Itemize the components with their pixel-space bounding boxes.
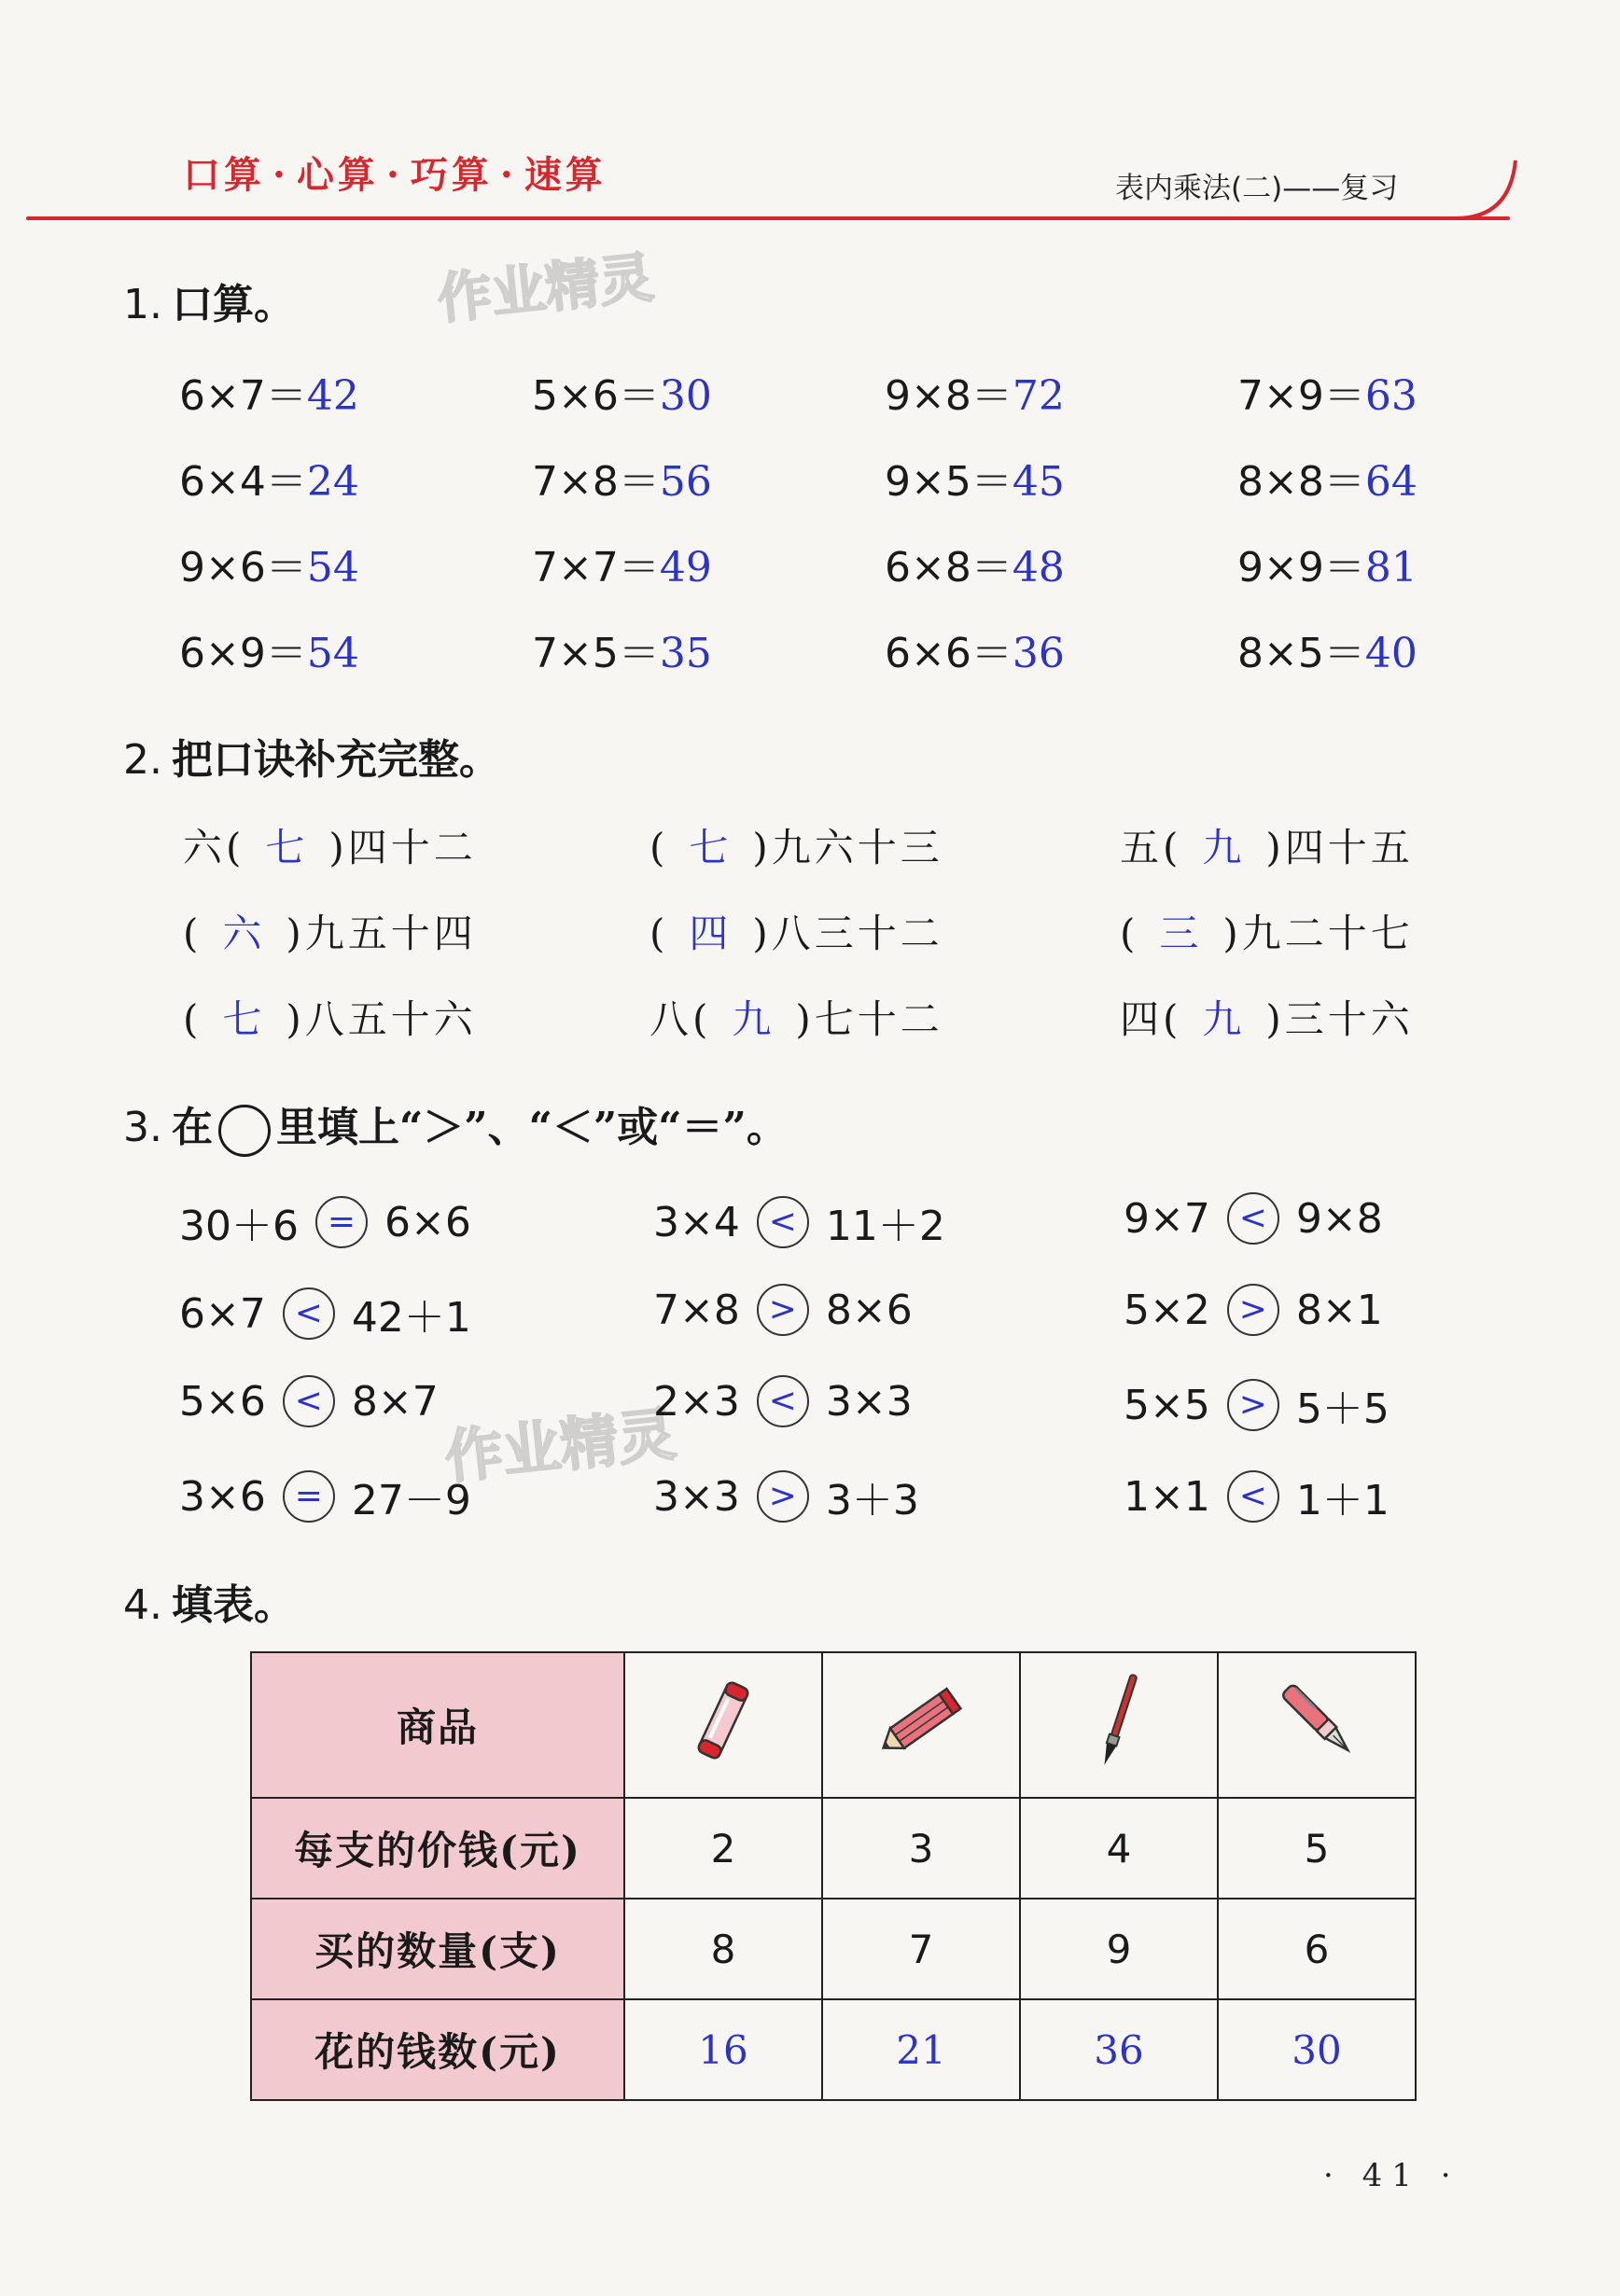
compare-left: 3×4 — [653, 1198, 740, 1246]
page-dot: · — [1323, 2157, 1343, 2194]
item-cell — [624, 1652, 822, 1798]
calc-answer: 54 — [306, 544, 359, 591]
item-cell — [1218, 1652, 1416, 1798]
calc-question: 6×6＝ — [885, 630, 1012, 677]
rhyme-post: )八三十二 — [752, 911, 943, 956]
rhyme-pre: ( — [1120, 911, 1139, 956]
rhyme-post: )九六十三 — [752, 825, 943, 870]
blank-circle-icon — [218, 1105, 271, 1157]
item-cell — [1020, 1652, 1218, 1798]
compare-answer: > — [757, 1470, 809, 1523]
table-cell: 4 — [1020, 1798, 1218, 1899]
compare-item — [1124, 1467, 1390, 1526]
calc-question: 6×9＝ — [179, 630, 307, 677]
compare-item — [653, 1467, 919, 1526]
compare-left: 3×3 — [653, 1472, 740, 1521]
rhyme-item — [649, 903, 943, 959]
compare-right: 5＋5 — [1295, 1385, 1390, 1433]
compare-right: 8×7 — [351, 1377, 439, 1426]
table-row — [251, 1798, 1416, 1899]
watermark: 作业精灵 — [441, 1399, 679, 1492]
page-number — [1323, 2157, 1460, 2194]
calc-answer: 45 — [1012, 458, 1065, 506]
compare-left: 5×5 — [1124, 1381, 1210, 1429]
rhyme-post: )八五十六 — [286, 996, 477, 1042]
header-title-separator: · — [499, 153, 517, 197]
compare-item — [179, 1192, 471, 1252]
rhyme-answer: 九 — [732, 996, 775, 1042]
compare-answer: < — [757, 1196, 809, 1248]
section-title-pre: 在 — [171, 1104, 213, 1151]
rhyme-item — [649, 989, 943, 1045]
calc-answer: 72 — [1012, 372, 1065, 420]
rhyme-pre: ( — [649, 911, 669, 956]
section-3-title — [123, 1093, 788, 1157]
calc-item — [179, 448, 359, 508]
section-1-title — [123, 271, 295, 330]
compare-left: 9×7 — [1124, 1194, 1210, 1243]
rhyme-post: )九五十四 — [286, 911, 477, 956]
calc-answer: 40 — [1364, 630, 1418, 677]
answer-cell: 21 — [822, 1999, 1020, 2100]
compare-answer: < — [283, 1375, 335, 1427]
calc-question: 5×6＝ — [532, 372, 660, 420]
calc-item — [179, 534, 359, 593]
calc-item — [885, 362, 1065, 422]
calc-item — [532, 448, 712, 508]
rhyme-item — [1120, 989, 1414, 1045]
compare-right: 8×1 — [1295, 1286, 1383, 1334]
rhyme-item — [1120, 903, 1414, 959]
rhyme-answer: 九 — [1202, 825, 1246, 870]
rhyme-item — [1120, 817, 1414, 873]
chapter-title: 表内乘法(二)——复习 — [1115, 172, 1399, 205]
compare-left: 30＋6 — [179, 1203, 299, 1250]
table-row — [251, 1999, 1416, 2100]
rhyme-post: )三十六 — [1265, 996, 1414, 1042]
calc-question: 7×8＝ — [532, 458, 660, 506]
calc-item — [1237, 619, 1418, 679]
calc-question: 8×8＝ — [1237, 458, 1365, 506]
row-label: 每支的价钱(元) — [251, 1798, 624, 1899]
calc-answer: 49 — [659, 544, 712, 591]
calc-item — [532, 619, 712, 679]
compare-right: 3×3 — [825, 1377, 913, 1426]
table-cell: 3 — [822, 1798, 1020, 1899]
compare-item — [653, 1192, 945, 1252]
header-title — [183, 146, 607, 199]
compare-answer: = — [283, 1470, 335, 1523]
rhyme-pre: ( — [649, 825, 669, 870]
calc-item — [885, 448, 1065, 508]
rhyme-answer: 七 — [222, 996, 266, 1042]
compare-answer: < — [1227, 1470, 1279, 1523]
header-rule-curve — [1456, 157, 1521, 222]
section-title-text: 填表。 — [171, 1581, 295, 1629]
calc-question: 9×8＝ — [885, 372, 1012, 420]
calc-item — [179, 619, 359, 679]
rhyme-answer: 四 — [689, 911, 733, 956]
page-dot: · — [1440, 2157, 1460, 2194]
calc-answer: 24 — [306, 458, 359, 506]
crayon-icon — [681, 1669, 765, 1772]
compare-answer: = — [315, 1196, 368, 1248]
header-title-part: 口算 — [183, 153, 265, 197]
calc-question: 8×5＝ — [1237, 630, 1365, 677]
table-cell: 8 — [624, 1899, 822, 1999]
calc-question: 7×9＝ — [1237, 372, 1365, 420]
compare-left: 6×7 — [179, 1289, 266, 1338]
rhyme-pre: ( — [183, 911, 202, 956]
rhyme-answer: 七 — [265, 825, 309, 870]
rhyme-pre: 五( — [1120, 825, 1182, 870]
table-header-cell: 商品 — [251, 1652, 624, 1798]
section-title-post: 里填上“＞”、“＜”或“＝”。 — [275, 1104, 788, 1151]
rhyme-post: )九二十七 — [1222, 911, 1414, 956]
compare-left: 5×6 — [179, 1377, 266, 1426]
page-number-value: 41 — [1362, 2157, 1421, 2194]
header-title-part: 速算 — [524, 153, 607, 197]
calc-answer: 81 — [1364, 544, 1418, 591]
rhyme-pre: 四( — [1120, 996, 1182, 1042]
answer-cell: 30 — [1218, 1999, 1416, 2100]
item-cell — [822, 1652, 1020, 1798]
compare-answer: > — [1227, 1379, 1279, 1431]
brush-icon — [1091, 1669, 1147, 1772]
header-rule — [26, 216, 1510, 220]
price-table — [250, 1651, 1417, 2101]
calc-item — [1237, 448, 1418, 508]
calc-answer: 54 — [306, 630, 359, 677]
compare-answer: < — [1227, 1192, 1279, 1245]
calc-question: 9×6＝ — [179, 544, 307, 591]
calc-item — [1237, 362, 1418, 422]
compare-left: 1×1 — [1124, 1472, 1210, 1521]
compare-item — [179, 1375, 439, 1427]
compare-left: 7×8 — [653, 1286, 740, 1334]
compare-right: 3＋3 — [825, 1477, 919, 1524]
table-cell: 9 — [1020, 1899, 1218, 1999]
table-row — [251, 1652, 1416, 1798]
compare-answer: > — [1227, 1284, 1279, 1336]
compare-item — [653, 1284, 913, 1336]
row-label: 花的钱数(元) — [251, 1999, 624, 2100]
compare-item — [1124, 1284, 1383, 1336]
calc-question: 6×8＝ — [885, 544, 1012, 591]
rhyme-answer: 六 — [222, 911, 266, 956]
compare-item — [179, 1284, 471, 1343]
section-title-text: 口算。 — [171, 281, 295, 328]
compare-right: 27－9 — [351, 1477, 471, 1524]
section-4-title — [123, 1571, 295, 1631]
compare-item — [653, 1375, 913, 1427]
table-cell: 6 — [1218, 1899, 1416, 1999]
answer-cell: 16 — [624, 1999, 822, 2100]
compare-right: 6×6 — [384, 1198, 471, 1246]
calc-question: 7×5＝ — [532, 630, 660, 677]
header-title-separator: · — [385, 153, 403, 197]
compare-left: 5×2 — [1124, 1286, 1210, 1334]
calc-answer: 64 — [1364, 458, 1418, 506]
section-number: 2. — [123, 736, 162, 784]
section-2-title — [123, 726, 500, 786]
rhyme-item — [183, 989, 477, 1045]
calc-answer: 56 — [659, 458, 712, 506]
calc-answer: 63 — [1364, 372, 1418, 420]
fountain-pen-icon — [1270, 1674, 1363, 1767]
compare-right: 8×6 — [825, 1286, 913, 1334]
calc-question: 6×4＝ — [179, 458, 307, 506]
calc-answer: 42 — [306, 372, 359, 420]
calc-question: 6×7＝ — [179, 372, 307, 420]
calc-answer: 36 — [1012, 630, 1065, 677]
compare-left: 3×6 — [179, 1472, 266, 1521]
calc-answer: 48 — [1012, 544, 1065, 591]
row-label: 买的数量(支) — [251, 1899, 624, 1999]
table-cell: 5 — [1218, 1798, 1416, 1899]
calc-item — [532, 362, 712, 422]
header-title-part: 心算 — [296, 153, 379, 197]
compare-right: 42＋1 — [351, 1294, 471, 1342]
rhyme-answer: 九 — [1202, 996, 1246, 1042]
rhyme-answer: 七 — [689, 825, 733, 870]
rhyme-pre: 八( — [649, 996, 712, 1042]
compare-item — [1124, 1375, 1390, 1435]
compare-answer: < — [283, 1287, 335, 1340]
compare-answer: > — [757, 1284, 809, 1336]
compare-item — [179, 1467, 471, 1526]
rhyme-pre: 六( — [183, 825, 245, 870]
table-row — [251, 1899, 1416, 1999]
calc-item — [885, 534, 1065, 593]
rhyme-item — [183, 817, 477, 873]
eraser-pencil-icon — [874, 1674, 968, 1767]
compare-right: 9×8 — [1295, 1194, 1383, 1243]
section-number: 1. — [123, 281, 162, 328]
compare-answer: < — [757, 1375, 809, 1427]
calc-question: 9×9＝ — [1237, 544, 1365, 591]
calc-answer: 35 — [659, 630, 712, 677]
calc-question: 9×5＝ — [885, 458, 1012, 506]
compare-right: 1＋1 — [1295, 1477, 1390, 1524]
table-cell: 2 — [624, 1798, 822, 1899]
header-title-separator: · — [272, 153, 289, 197]
compare-item — [1124, 1192, 1383, 1245]
rhyme-post: )四十二 — [328, 825, 477, 870]
calc-item — [179, 362, 359, 422]
table-cell: 7 — [822, 1899, 1020, 1999]
calc-answer: 30 — [659, 372, 712, 420]
section-title-text: 把口诀补充完整。 — [171, 736, 500, 784]
section-number: 3. — [123, 1104, 162, 1151]
rhyme-item — [649, 817, 943, 873]
header-title-part: 巧算 — [410, 153, 493, 197]
section-number: 4. — [123, 1581, 162, 1629]
calc-question: 7×7＝ — [532, 544, 660, 591]
rhyme-post: )四十五 — [1265, 825, 1414, 870]
calc-item — [885, 619, 1065, 679]
calc-item — [1237, 534, 1418, 593]
watermark: 作业精灵 — [434, 245, 657, 331]
compare-left: 2×3 — [653, 1377, 740, 1426]
answer-cell: 36 — [1020, 1999, 1218, 2100]
rhyme-pre: ( — [183, 996, 202, 1042]
rhyme-post: )七十二 — [795, 996, 943, 1042]
rhyme-answer: 三 — [1159, 911, 1203, 956]
calc-item — [532, 534, 712, 593]
rhyme-item — [183, 903, 477, 959]
compare-right: 11＋2 — [825, 1203, 945, 1250]
